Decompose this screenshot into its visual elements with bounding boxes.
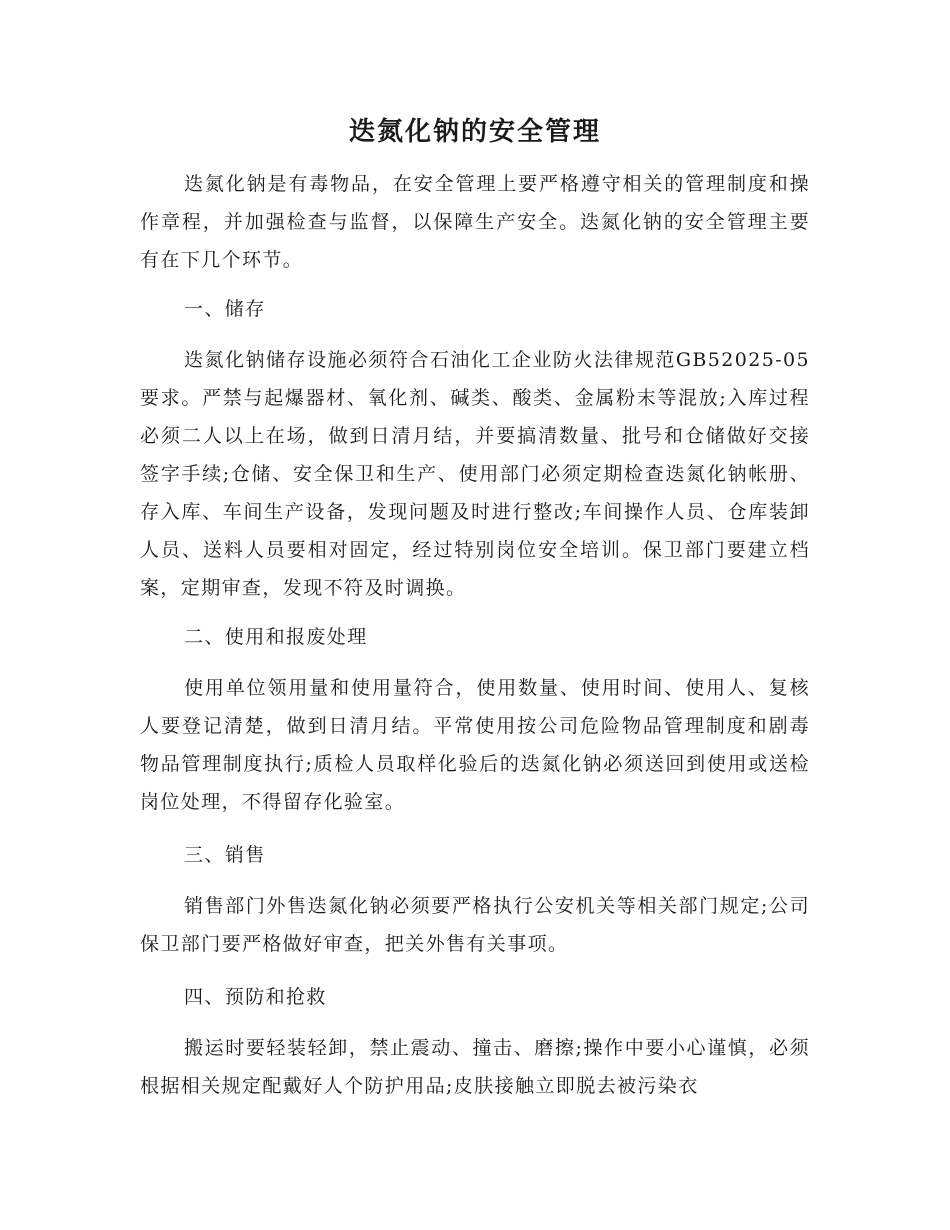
intro-paragraph: 迭氮化钠是有毒物品，在安全管理上要严格遵守相关的管理制度和操作章程，并加强检查与监督，以保障生产安全。迭氮化钠的安全管理主要有在下几个环节。 [140, 173, 810, 271]
section-body-sales: 销售部门外售迭氮化钠必须要严格执行公安机关等相关部门规定;公司保卫部门要严格做好审查，把关外售有关事项。 [140, 895, 810, 955]
document-title: 迭氮化钠的安全管理 [348, 117, 601, 147]
section-heading-prevention: 四、预防和抢救 [184, 986, 327, 1008]
section-heading-usage: 二、使用和报废处理 [184, 626, 368, 648]
section-heading-sales: 三、销售 [184, 844, 266, 866]
section-heading-storage: 一、储存 [184, 298, 266, 320]
section-body-prevention: 搬运时要轻装轻卸，禁止震动、撞击、磨擦;操作中要小心谨慎，必须根据相关规定配戴好人个防护用品;皮肤接触立即脱去被污染衣 [140, 1037, 810, 1097]
section-body-usage: 使用单位领用量和使用量符合，使用数量、使用时间、使用人、复核人要登记清楚，做到日清月结。平常使用按公司危险物品管理制度和剧毒物品管理制度执行;质检人员取样化验后的迭氮化钠必须送回到使用或送检岗位处理，不得留存化验室。 [140, 677, 810, 813]
section-body-storage: 迭氮化钠储存设施必须符合石油化工企业防火法律规范GB52025-05要求。严禁与起爆器材、氧化剂、碱类、酸类、金属粉末等混放;入库过程必须二人以上在场，做到日清月结，并要搞清数量、批号和仓储做好交接签字手续;仓储、安全保卫和生产、使用部门必须定期检查迭氮化钠帐册、存入库、车间生产设备，发现问题及时进行整改;车间操作人员、仓库装卸人员、送料人员要相对固定，经过特别岗位安全培训。保卫部门要建立档案，定期审查，发现不符及时调换。 [140, 349, 810, 599]
